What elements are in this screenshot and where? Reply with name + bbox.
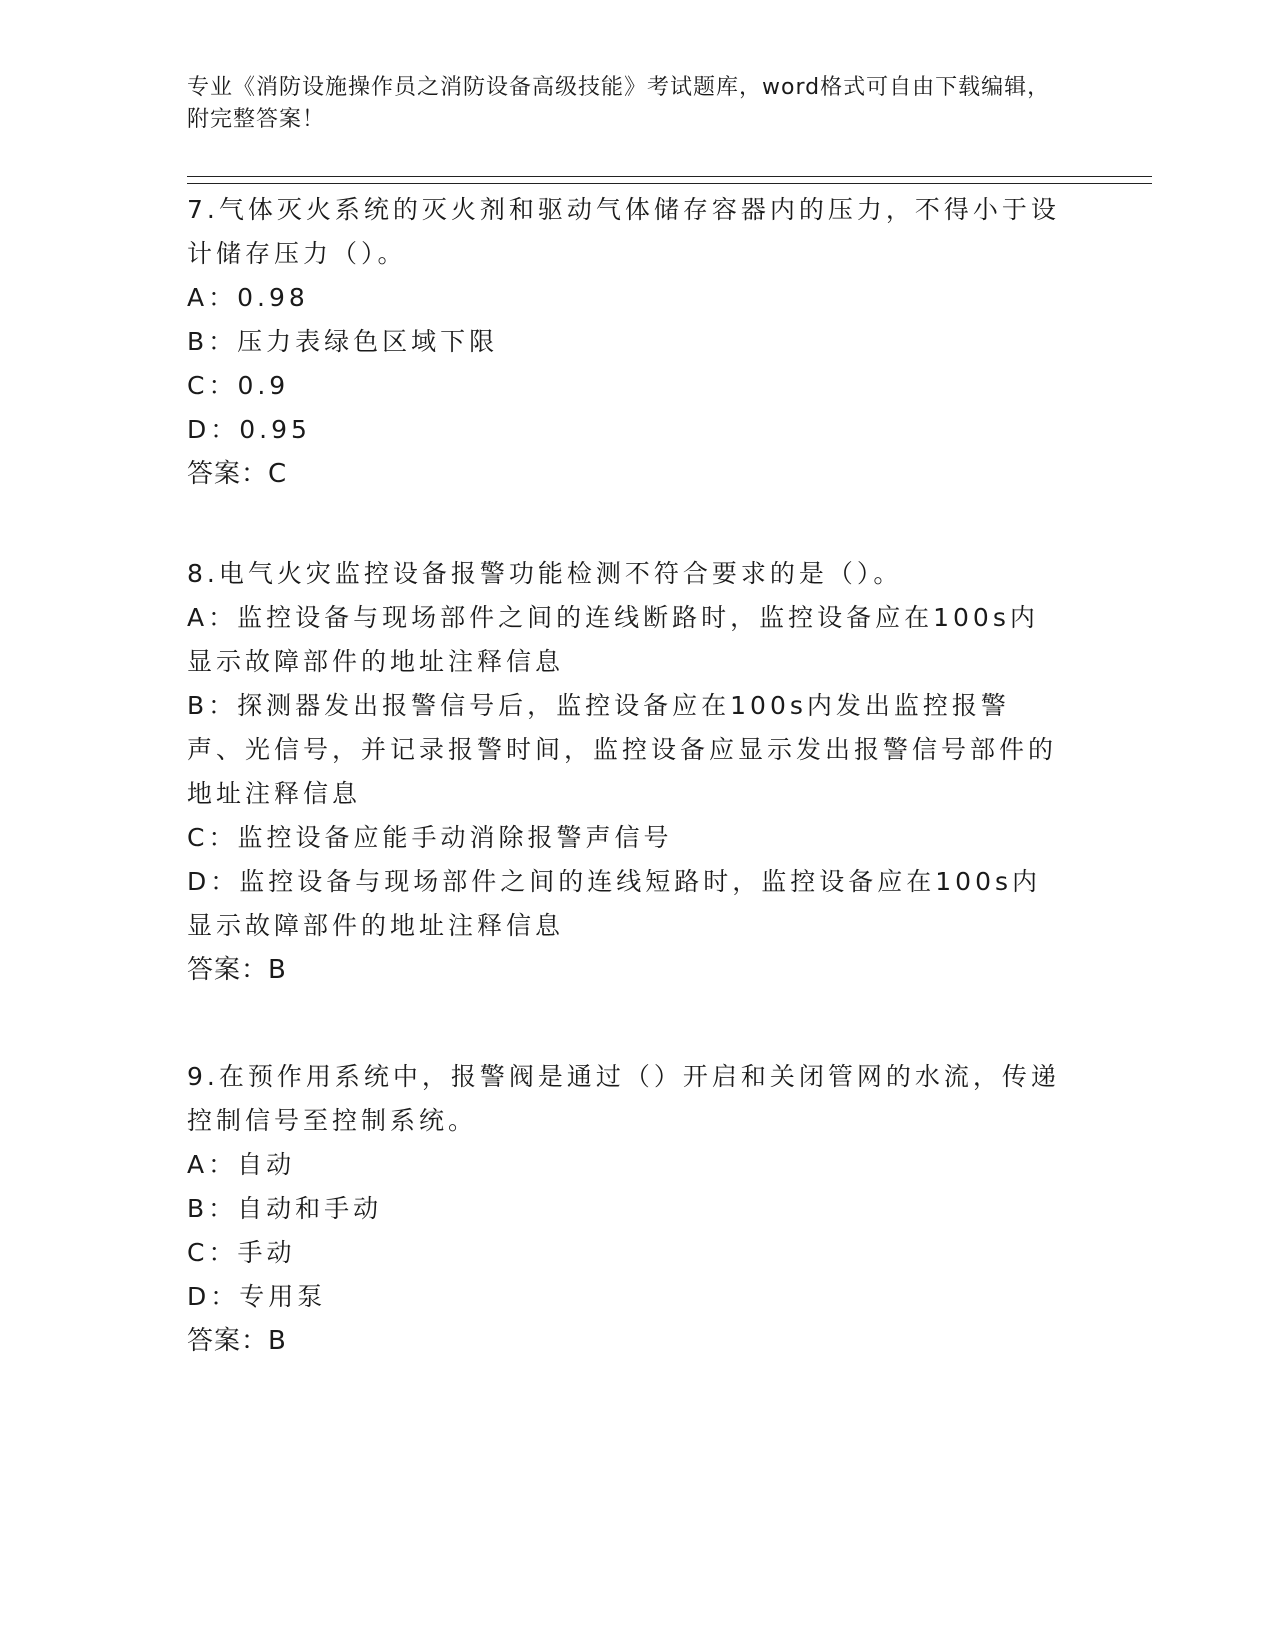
- answer-label: 答案：B: [187, 1326, 287, 1356]
- question-9: [187, 1055, 1067, 1363]
- option-c: C：手动: [187, 1238, 296, 1267]
- option-b: B：压力表绿色区域下限: [187, 327, 499, 356]
- option-d: D：0.95: [187, 415, 311, 444]
- header-divider-bottom: [187, 183, 1152, 184]
- answer-label: 答案：C: [187, 459, 288, 489]
- option-b: B：自动和手动: [187, 1194, 383, 1223]
- option-a: A：自动: [187, 1150, 296, 1179]
- question-7: [187, 188, 1067, 496]
- option-c: C：0.9: [187, 371, 290, 400]
- option-d: D：监控设备与现场部件之间的连线短路时，监控设备应在100s内显示故障部件的地址注释信息: [187, 867, 1041, 940]
- question-stem: 8.电气火灾监控设备报警功能检测不符合要求的是（）。: [187, 559, 903, 588]
- option-b: B：探测器发出报警信号后，监控设备应在100s内发出监控报警声、光信号，并记录报警时间，监控设备应显示发出报警信号部件的地址注释信息: [187, 691, 1058, 808]
- question-stem: 7.气体灭火系统的灭火剂和驱动气体储存容器内的压力，不得小于设计储存压力（）。: [187, 195, 1060, 268]
- document-header: 专业《消防设施操作员之消防设备高级技能》考试题库，word格式可自由下载编辑，附完整答案！: [187, 75, 1051, 132]
- answer-label: 答案：B: [187, 955, 287, 985]
- question-8: [187, 552, 1067, 992]
- header-divider-top: [187, 176, 1152, 177]
- question-stem: 9.在预作用系统中，报警阀是通过（）开启和关闭管网的水流，传递控制信号至控制系统。: [187, 1062, 1060, 1135]
- option-d: D：专用泵: [187, 1282, 327, 1311]
- option-c: C：监控设备应能手动消除报警声信号: [187, 823, 673, 852]
- option-a: A：0.98: [187, 283, 309, 312]
- option-a: A：监控设备与现场部件之间的连线断路时，监控设备应在100s内显示故障部件的地址注释信息: [187, 603, 1039, 676]
